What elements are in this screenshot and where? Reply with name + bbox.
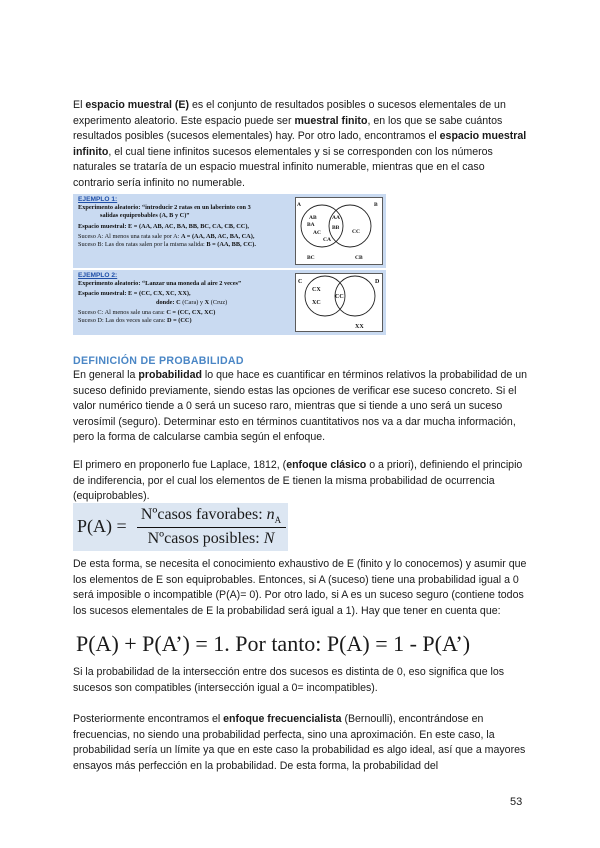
venn-2-label-d: D: [375, 279, 380, 285]
venn-1-bc: BC: [307, 255, 315, 261]
text: En general la: [73, 369, 139, 381]
venn-1-cc: CC: [352, 229, 360, 235]
formula-lhs: P(A) =: [77, 516, 127, 536]
venn-1-label-a: A: [297, 202, 301, 208]
example-2-event-c: C = (CC, CX, XC): [166, 308, 216, 316]
venn-2-cx: CX: [312, 287, 321, 293]
label: Suceso B: Las dos ratas salen por la misma salida:: [78, 241, 207, 249]
term-espacio-muestral-infinito: espacio muestral infinito: [73, 130, 527, 158]
label: (Cruz): [209, 298, 228, 306]
text: , en los que se sabe cuántos resultados posibles (sucesos elementales) hay. Por otro lado, encontramos el: [73, 114, 503, 143]
label: (Cara) y: [180, 298, 205, 306]
term-probabilidad: probabilidad: [138, 369, 202, 381]
label: Espacio muestral:: [78, 222, 129, 230]
venn-1-cb: CB: [355, 255, 363, 261]
complement-formula: [73, 629, 528, 661]
var-big-n: N: [263, 530, 275, 547]
venn-diagram-1: [295, 197, 383, 265]
term-muestral-finito: muestral finito: [294, 114, 368, 127]
text: De esta forma, se necesita el conocimiento exhaustivo de E (finito y lo conocemos) y asumir que los elementos de E son equiprobables. Entonces, si A (suceso) tiene una probabilidad igual a 0 será imposible o incompatible (P(A)= 0). Por otro lado, si A es un suceso seguro (contiene todos los sucesos elementales de E la probabilidad será igual a 1). Hay que tener en cuenta que:: [73, 558, 527, 617]
venn-1-ba: BA: [307, 222, 315, 228]
venn-1-ab: AB: [309, 215, 317, 221]
venn-2-label-c: C: [298, 279, 303, 285]
label: Espacio muestral:: [78, 290, 129, 298]
sub-a: A: [274, 515, 282, 526]
label: Suceso D: Las dos veces sale cara:: [78, 317, 167, 325]
paragraph-exhaustive: [73, 557, 527, 619]
var-n: n: [266, 506, 275, 523]
example-1-event-b: B = (AA, BB, CC).: [206, 241, 256, 249]
term-enfoque-clasico: enfoque clásico: [286, 459, 367, 471]
example-2-sample-space: E = (CC, CX, XC, XX),: [128, 290, 191, 298]
text: , el cual tiene infinitos sucesos elementales y si se corresponden con los números naturales se trataría de un espacio muestral infinito numerable, mientras que en el caso contrario sería infinito no numerable.: [73, 145, 493, 189]
venn-2-cc: CC: [335, 294, 344, 300]
page-number: 53: [510, 796, 523, 808]
paragraph-frecuencialista: [73, 712, 527, 774]
example-2-experiment: Experimento aleatorio: “Lanzar una moneda al aire 2 veces”: [78, 280, 242, 288]
paragraph-intersection: [73, 665, 527, 696]
text: Si la probabilidad de la intersección entre dos sucesos es distinta de 0, eso significa que los sucesos son compatibles (intersección igual a 0= incompatibles).: [73, 666, 505, 694]
example-2-text: [78, 272, 296, 325]
laplace-formula: [73, 503, 288, 551]
venn-1-ca: CA: [323, 237, 331, 243]
text: es el conjunto de resultados posibles o sucesos elementales de un experimento aleatorio. Este espacio puede ser: [73, 99, 506, 127]
text: o a priori), definiendo el principio de indiferencia, por el cual los elementos de E tienen la misma probabilidad de ocurrencia (equiprobables).: [73, 459, 523, 503]
formula-denominator: [136, 530, 286, 548]
label: Suceso A: Al menos una rata sale por A:: [78, 232, 182, 240]
example-1-experiment: Experimento aleatorio: “introducir 2 ratas en un laberinto con 3: [78, 204, 251, 212]
text: Posteriormente encontramos el: [73, 713, 224, 725]
paragraph-sample-space: [73, 98, 527, 192]
c-symbol: C: [176, 298, 181, 306]
example-1-sample-space: E = (AA, AB, AC, BA, BB, BC, CA, CB, CC),: [128, 222, 249, 230]
label: Suceso C: Al menos sale una cara:: [78, 308, 167, 316]
example-1-text: [78, 196, 296, 249]
text: El: [73, 99, 86, 111]
venn-1-label-b: B: [374, 202, 378, 208]
venn-2-xx: XX: [355, 324, 364, 330]
paragraph-probability-definition: [73, 368, 527, 446]
text: lo que hace es cuantificar en términos relativos la probabilidad de un suceso definido previamente, siendo estas las opciones de verificar ese suceso concreto. Si el valor numérico tiende a 0 será un suceso raro, mientras que si tiende a uno será un suceso verosímil (seguro). Determinar esto en términos cuantitativos nos va a dar mucha información, pero la forma de calcularse cambia según el enfoque.: [73, 369, 528, 444]
term-enfoque-frecuencialista: enfoque frecuencialista: [223, 713, 342, 725]
example-2-event-d: D = (CC): [167, 317, 192, 325]
label: donde:: [156, 298, 177, 306]
text: Nºcasos favorabes:: [140, 506, 267, 523]
formula-numerator: [136, 506, 286, 525]
example-2-title: EJEMPLO 2:: [78, 272, 118, 279]
venn-2-xc: XC: [312, 300, 321, 306]
venn-diagram-2: [295, 273, 383, 332]
example-1-event-a: A = (AA, AB, AC, BA, CA),: [181, 232, 255, 240]
text: El primero en proponerlo fue Laplace, 1812, (: [73, 459, 287, 471]
text: Nºcasos posibles:: [147, 530, 264, 547]
example-2-box: [73, 270, 386, 335]
fraction-bar: [137, 527, 286, 528]
term-espacio-muestral: espacio muestral (E): [85, 99, 189, 111]
x-symbol: X: [204, 298, 210, 306]
venn-1-aa: AA: [332, 215, 340, 221]
formula-complement: P(A) + P(A’) = 1. Por tanto: P(A) = 1 - P(A’): [76, 631, 471, 656]
venn-1-ac: AC: [313, 230, 321, 236]
paragraph-laplace: [73, 458, 527, 505]
section-heading: DEFINICIÓN DE PROBABILIDAD: [73, 355, 244, 367]
example-1-experiment-cont: salidas equiprobables (A, B y C)”: [100, 212, 190, 220]
example-1-box: [73, 194, 386, 268]
example-1-title: EJEMPLO 1:: [78, 196, 118, 203]
venn-1-bb: BB: [332, 225, 340, 231]
text: (Bernoulli), encontrándose en frecuencias, no siendo una probabilidad perfecta, sino una aproximación. En este caso, la probabilidad sería un límite ya que en este caso la probabilidad es algo ideal, así que a mayores ensayos más perfección en la probabilidad. De esta forma, la probabilidad del: [73, 713, 526, 772]
